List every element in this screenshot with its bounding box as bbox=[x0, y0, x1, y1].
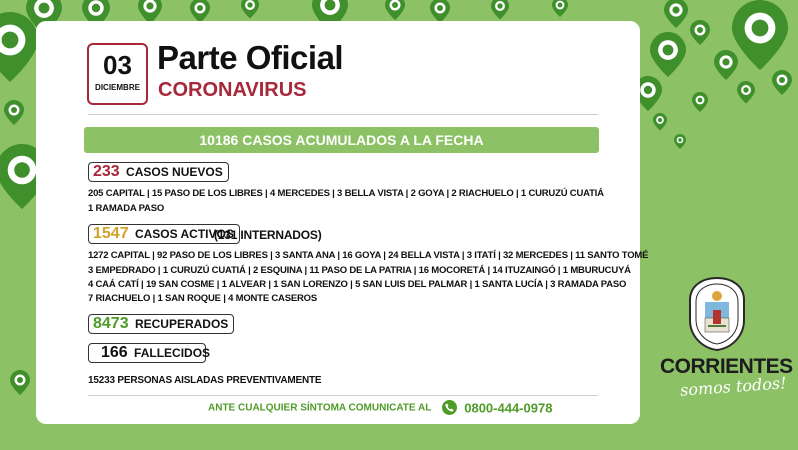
new-cases-label: CASOS NUEVOS bbox=[126, 165, 223, 179]
date-day: 03 bbox=[103, 50, 132, 80]
total-cases-bar bbox=[84, 127, 599, 153]
isolated-text: 15233 PERSONAS AISLADAS PREVENTIVAMENTE bbox=[88, 375, 322, 386]
page-title: Parte Oficial bbox=[157, 39, 344, 76]
brand-name: CORRIENTES bbox=[660, 355, 793, 378]
active-cases-label: CASOS ACTIVOS bbox=[134, 227, 234, 241]
provincial-seal-icon bbox=[688, 276, 746, 352]
divider bbox=[88, 395, 598, 396]
footer bbox=[208, 399, 552, 417]
deaths-label: FALLECIDOS bbox=[134, 346, 211, 360]
active-cases-detail-3: 4 CAÁ CATÍ | 19 SAN COSME | 1 ALVEAR | 1 SAN LORENZO | 5 SAN LUIS DEL PALMAR | 1 SANTA LUCÍA | 3 RAMADA PASO bbox=[88, 279, 627, 290]
total-cases-value: 10186 bbox=[199, 132, 239, 148]
active-cases-detail-1: 1272 CAPITAL | 92 PASO DE LOS LIBRES | 3 SANTA ANA | 16 GOYA | 24 BELLA VISTA | 3 ITATÍ | 32 MERCEDES | 11 SANTO TOMÉ bbox=[88, 250, 649, 261]
deaths-badge bbox=[88, 343, 211, 363]
active-cases-detail-2: 3 EMPEDRADO | 1 CURUZÚ CUATIÁ | 2 ESQUINA | 11 PASO DE LA PATRIA | 16 MOCORETÁ | 14 ITUZAINGÓ | 1 MBURUCUYÁ bbox=[88, 265, 631, 276]
page-subtitle: CORONAVIRUS bbox=[158, 79, 307, 101]
hospitalized-note: (131 INTERNADOS) bbox=[214, 228, 322, 242]
new-cases-detail-2: 1 RAMADA PASO bbox=[88, 203, 165, 214]
phone-icon bbox=[442, 400, 457, 415]
report-card bbox=[36, 21, 649, 424]
active-cases-value: 1547 bbox=[93, 225, 129, 242]
new-cases-badge bbox=[88, 162, 229, 182]
footer-text: ANTE CUALQUIER SÍNTOMA COMUNICATE AL bbox=[208, 402, 432, 414]
new-cases-detail-1: 205 CAPITAL | 15 PASO DE LOS LIBRES | 4 MERCEDES | 3 BELLA VISTA | 2 GOYA | 2 RIACHUELO | 1 CURUZÚ CUATIÁ bbox=[88, 188, 604, 199]
divider bbox=[88, 114, 598, 115]
brand-tagline: somos todos! bbox=[679, 373, 788, 400]
active-cases-detail-4: 7 RIACHUELO | 1 SAN ROQUE | 4 MONTE CASEROS bbox=[88, 293, 317, 304]
date-month: DICIEMBRE bbox=[95, 83, 140, 92]
recovered-label: RECUPERADOS bbox=[134, 317, 229, 331]
total-cases-label: CASOS ACUMULADOS A LA FECHA bbox=[242, 132, 484, 148]
phone-number[interactable]: 0800-444-0978 bbox=[464, 400, 553, 416]
deaths-value: 166 bbox=[101, 344, 128, 361]
date-badge bbox=[87, 43, 148, 105]
new-cases-value: 233 bbox=[93, 163, 120, 180]
recovered-value: 8473 bbox=[93, 315, 129, 332]
recovered-badge bbox=[88, 314, 234, 334]
